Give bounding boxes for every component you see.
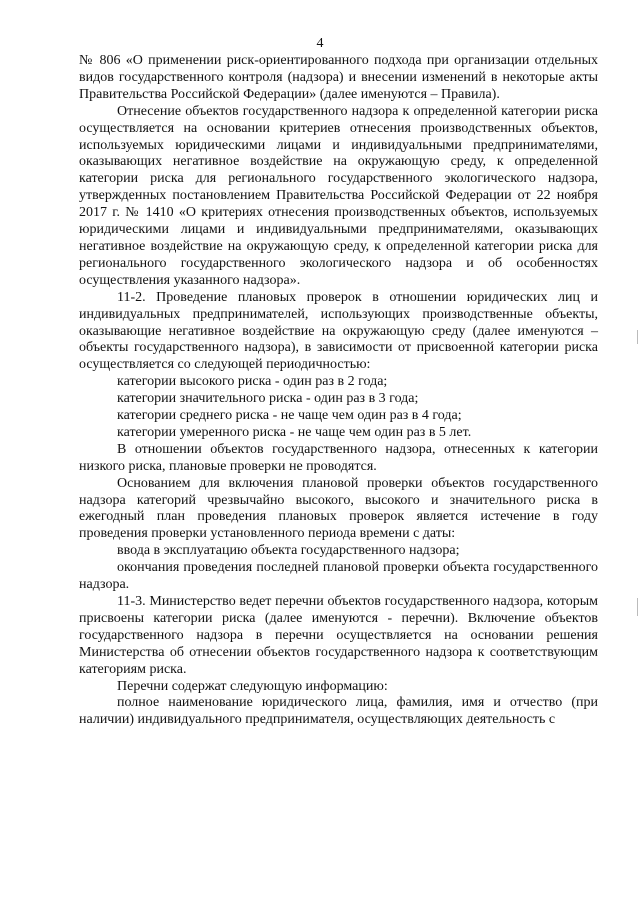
paragraph-11-3: 11-3. Министерство ведет перечни объектов государственного надзора, которым присвоены категории риска (далее именуются - перечни). Включение объектов государственного надзора в перечни осуществляется на основании решения Министерства об отнесении объектов государственного надзора к соответствующим категориям риска. — [79, 594, 598, 677]
paragraph-rules-reference: № 806 «О применении риск-ориентированного подхода при организации отдельных видов государственного контроля (надзора) и внесении изменений в некоторые акты Правительства Российской Федерации» (далее именуются – Правила). — [79, 53, 598, 102]
paragraph-risk-assignment: Отнесение объектов государственного надзора к определенной категории риска осуществляется на основании критериев отнесения производственных объектов, используемых юридическими лицами и индивидуальными предпринимателями, оказывающих негативное воздействие на окружающую среду, к определенной категории риска для регионального государственного экологического надзора, утвержденных постановлением Правительства Российской Федерации от 22 ноября 2017 г. № 1410 «О критериях отнесения производственных объектов, используемых юридическими лицами и индивидуальными предпринимателями, оказывающих негативное воздействие на окружающую среду, к определенной категории риска для регионального государственного экологического надзора и об особенностях осуществления указанного надзора». — [79, 103, 598, 288]
paragraph-inspection-basis: Основанием для включения плановой проверки объектов государственного надзора категорий чрезвычайно высокого, высокого и значительного риска в ежегодный план проведения плановых проверок является истечение в году проведения проверки установленного периода времени с даты: — [79, 475, 598, 542]
paragraph-full-name: полное наименование юридического лица, фамилия, имя и отчество (при наличии) индивидуального предпринимателя, осуществляющих деятельность с — [79, 695, 598, 728]
list-item-moderate-risk: категории умеренного риска - не чаще чем один раз в 5 лет. — [117, 424, 472, 440]
page-number: 4 — [316, 36, 324, 51]
list-item-medium-risk: категории среднего риска - не чаще чем один раз в 4 года; — [117, 408, 462, 424]
document-body — [79, 53, 598, 729]
list-item-last-inspection: окончания проведения последней плановой проверки объекта государственного надзора. — [79, 560, 598, 593]
paragraph-lists-content: Перечни содержат следующую информацию: — [117, 678, 388, 694]
list-item-commissioning: ввода в эксплуатацию объекта государственного надзора; — [117, 543, 460, 559]
paragraph-11-2: 11-2. Проведение плановых проверок в отношении юридических лиц и индивидуальных предпринимателей, использующих производственные объекты, оказывающие негативное воздействие на окружающую среду (далее именуются – объекты государственного надзора), в зависимости от присвоенной категории риска осуществляется со следующей периодичностью: — [79, 289, 598, 373]
list-item-high-risk: категории высокого риска - один раз в 2 года; — [117, 374, 388, 390]
scan-edge-mark — [637, 598, 638, 616]
scan-edge-mark — [637, 330, 638, 344]
paragraph-low-risk: В отношении объектов государственного надзора, отнесенных к категории низкого риска, плановые проверки не проводятся. — [79, 441, 598, 474]
list-item-significant-risk: категории значительного риска - один раз в 3 года; — [117, 391, 419, 407]
